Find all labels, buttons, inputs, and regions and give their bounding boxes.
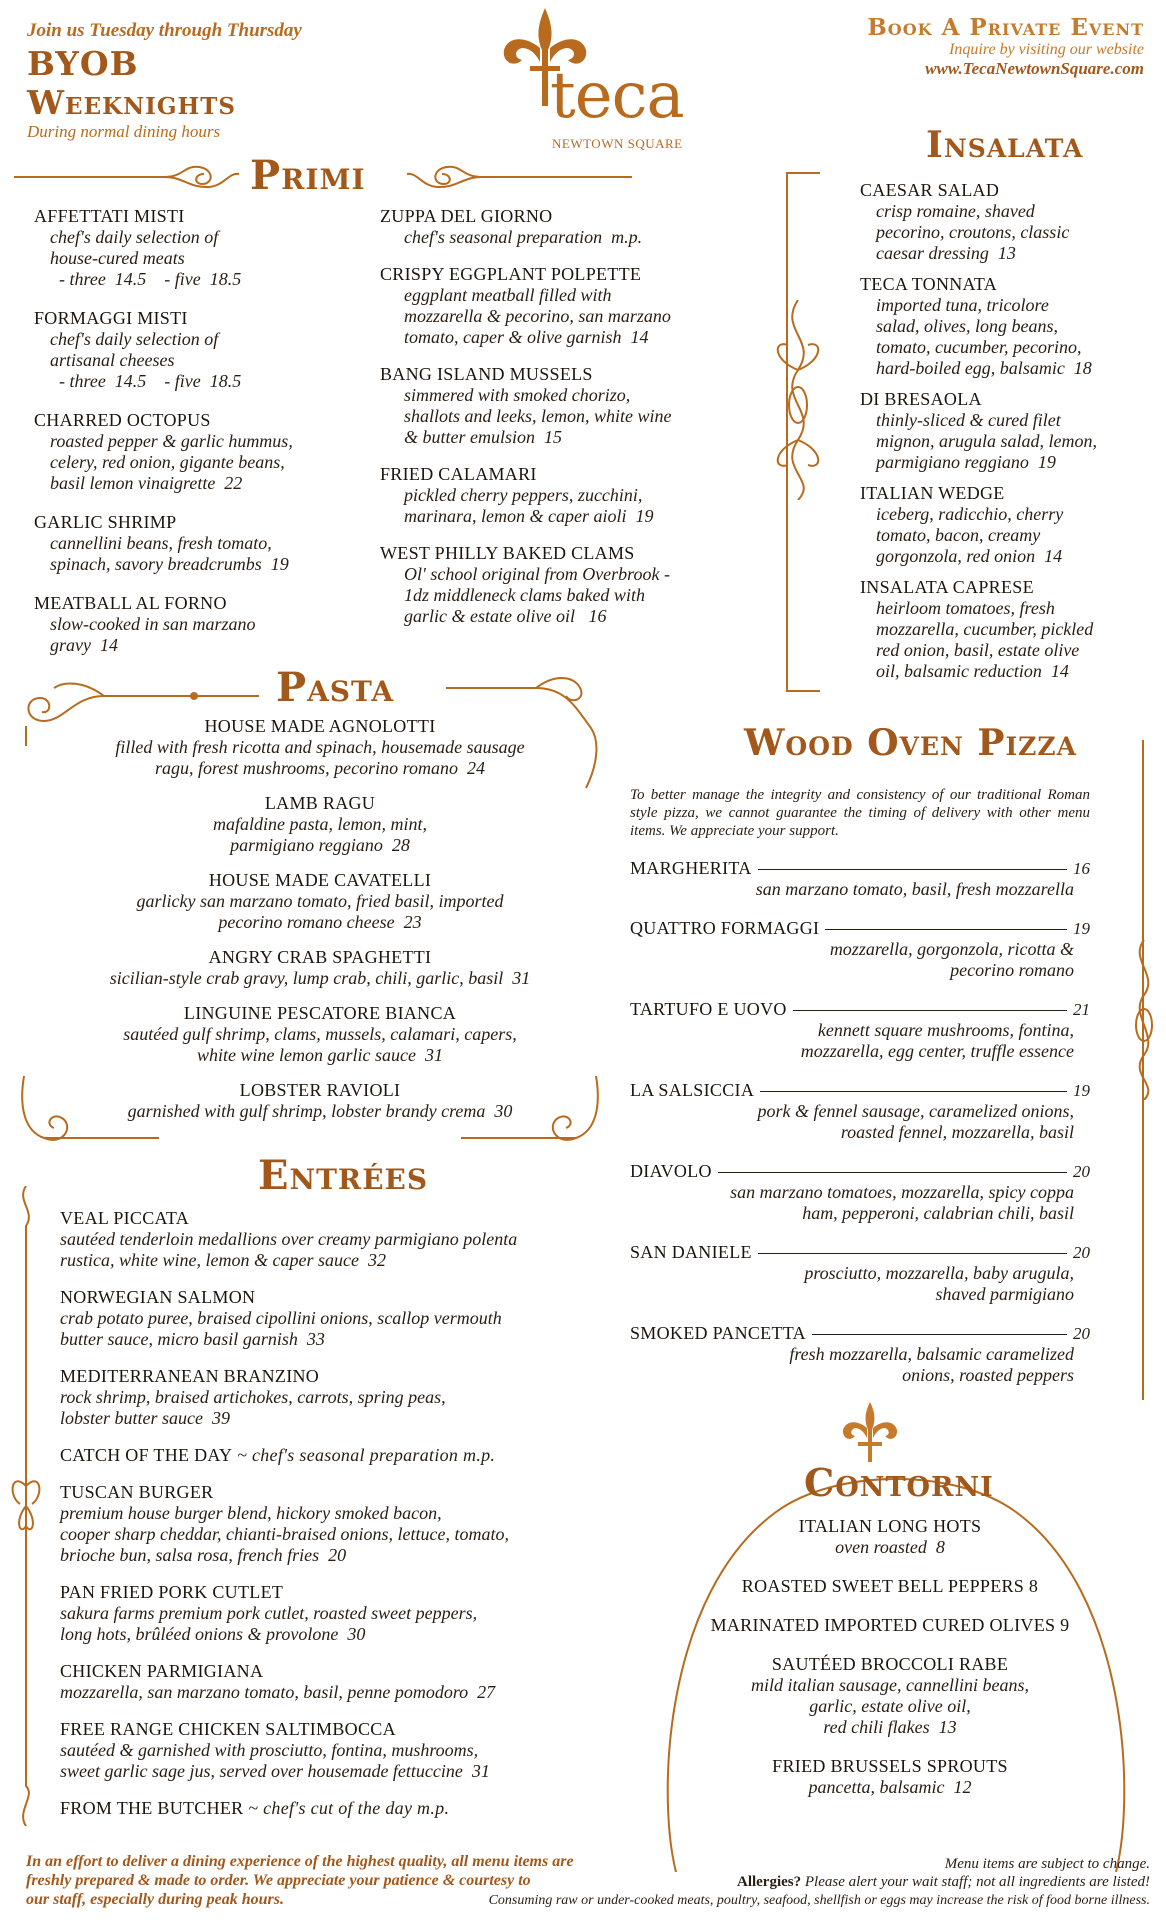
item-description: roasted pepper & garlic hummus, <box>50 431 293 451</box>
item-description: lobster butter sauce 39 <box>60 1408 230 1428</box>
item-description: mignon, arugula salad, lemon, <box>876 431 1098 451</box>
item-name: SAUTÉED BROCCOLI RABE <box>771 1654 1009 1674</box>
item-description: spinach, savory breadcrumbs 19 <box>50 554 289 574</box>
dotted-leader <box>760 1091 1067 1092</box>
item-description: basil lemon vinaigrette 22 <box>50 473 243 493</box>
item-description: garnished with gulf shrimp, lobster brandy crema 30 <box>127 1101 513 1121</box>
item-name: LAMB RAGU <box>264 793 376 813</box>
item-name: PAN FRIED PORK CUTLET <box>60 1582 284 1602</box>
menu-item <box>40 947 600 989</box>
item-description: long hots, brûléed onions & provolone 30 <box>60 1624 366 1644</box>
byob-line1: Join us Tuesday through Thursday <box>27 20 302 41</box>
insalata-ornament <box>768 300 828 500</box>
menu-item <box>60 1582 620 1645</box>
item-description: thinly-sliced & cured filet <box>876 410 1061 430</box>
item-name: CHARRED OCTOPUS <box>34 410 211 430</box>
item-description: mozzarella & pecorino, san marzano <box>404 306 671 326</box>
item-description: rustica, white wine, lemon & caper sauce 32 <box>60 1250 386 1270</box>
pizza-price: 21 <box>1073 1000 1090 1019</box>
item-description: tomato, cucumber, pecorino, <box>876 337 1082 357</box>
footer-line: freshly prepared & made to order. We appreciate your patience & courtesy to <box>26 1872 531 1889</box>
pizza-note: To better manage the integrity and consistency of our traditional Roman style pizza, we cannot guarantee the timing of delivery with other menu items. We appreciate your support. <box>630 787 1090 839</box>
pizza-price: 20 <box>1073 1243 1090 1262</box>
item-description: garlicky san marzano tomato, fried basil, imported <box>136 891 504 911</box>
dotted-leader <box>812 1334 1067 1335</box>
item-description: butter sauce, micro basil garnish 33 <box>60 1329 325 1349</box>
item-description: chef's seasonal preparation m.p. <box>404 227 643 247</box>
pizza-description: onions, roasted peppers <box>902 1365 1074 1385</box>
pizza-description: pecorino romano <box>950 960 1074 980</box>
item-name: ZUPPA DEL GIORNO <box>380 206 553 226</box>
item-description: imported tuna, tricolore <box>876 295 1049 315</box>
item-description: ragu, forest mushrooms, pecorino romano 24 <box>154 758 485 778</box>
footer-line: our staff, especially during peak hours. <box>26 1891 284 1908</box>
item-name: TUSCAN BURGER <box>60 1482 214 1502</box>
item-name: ROASTED SWEET BELL PEPPERS 8 <box>741 1576 1039 1596</box>
private-url[interactable]: www.TecaNewtownSquare.com <box>925 59 1144 78</box>
menu-item <box>40 870 600 933</box>
contorni-heading: Contorni <box>804 1460 994 1505</box>
byob-block <box>27 20 357 142</box>
pizza-price: 19 <box>1073 1081 1090 1100</box>
item-description: garlic & estate olive oil 16 <box>404 606 607 626</box>
item-name: ANGRY CRAB SPAGHETTI <box>208 947 432 967</box>
pizza-name: LA SALSICCIA <box>630 1080 755 1100</box>
item-description: marinara, lemon & caper aioli 19 <box>404 506 654 526</box>
pizza-description: roasted fennel, mozzarella, basil <box>840 1122 1074 1142</box>
item-inline-desc: ~ chef's seasonal preparation m.p. <box>232 1445 496 1465</box>
item-name: GARLIC SHRIMP <box>34 512 177 532</box>
pizza-description: prosciutto, mozzarella, baby arugula, <box>804 1263 1074 1283</box>
item-name: FREE RANGE CHICKEN SALTIMBOCCA <box>60 1719 396 1739</box>
item-name: CAESAR SALAD <box>860 180 1000 200</box>
pizza-name: SMOKED PANCETTA <box>630 1323 806 1343</box>
item-name-text: CATCH OF THE DAY <box>60 1445 233 1465</box>
menu-item <box>34 410 374 494</box>
item-description: 1dz middleneck clams baked with <box>404 585 645 605</box>
item-description: sautéed tenderloin medallions over creamy parmigiano polenta <box>60 1229 518 1249</box>
item-description: premium house burger blend, hickory smoked bacon, <box>60 1503 442 1523</box>
item-description: shallots and leeks, lemon, white wine <box>404 406 672 426</box>
item-description: - three 14.5 - five 18.5 <box>50 269 242 289</box>
menu-item <box>60 1445 620 1466</box>
pizza-item <box>630 858 1090 900</box>
insalata-heading: Insalata <box>926 124 1084 166</box>
menu-item <box>680 1756 1100 1798</box>
item-description: red onion, basil, estate olive <box>876 640 1080 660</box>
byob-title: BYOB Weeknights <box>27 44 236 122</box>
private-title: Book A Private Event <box>867 14 1144 41</box>
item-name: INSALATA CAPRESE <box>860 577 1034 597</box>
item-description: artisanal cheeses <box>50 350 175 370</box>
pizza-item <box>630 1080 1090 1143</box>
item-description: slow-cooked in san marzano <box>50 614 256 634</box>
menu-item <box>60 1798 620 1819</box>
dotted-leader <box>718 1172 1067 1173</box>
pizza-column <box>630 858 1090 1404</box>
footer-change-note: Menu items are subject to change. <box>944 1856 1150 1872</box>
logo-name: teca <box>550 59 684 133</box>
item-description: sweet garlic sage jus, served over housemade fettuccine 31 <box>60 1761 490 1781</box>
item-description: mafaldine pasta, lemon, mint, <box>213 814 427 834</box>
pizza-description: pork & fennel sausage, caramelized onions, <box>757 1101 1074 1121</box>
item-description: sautéed gulf shrimp, clams, mussels, calamari, capers, <box>123 1024 517 1044</box>
pizza-name: DIAVOLO <box>630 1161 712 1181</box>
pizza-item <box>630 1242 1090 1305</box>
pizza-description: san marzano tomato, basil, fresh mozzarella <box>755 879 1074 899</box>
item-description: gravy 14 <box>50 635 118 655</box>
dotted-leader <box>825 929 1067 930</box>
footer-line: In an effort to deliver a dining experience of the highest quality, all menu items are <box>26 1853 574 1870</box>
item-name: CRISPY EGGPLANT POLPETTE <box>380 264 642 284</box>
item-name: MEATBALL AL FORNO <box>34 593 227 613</box>
item-description: mozzarella, cucumber, pickled <box>876 619 1094 639</box>
item-name: ITALIAN LONG HOTS <box>798 1516 982 1536</box>
item-description: & butter emulsion 15 <box>404 427 562 447</box>
menu-item <box>680 1516 1100 1558</box>
item-description: mozzarella, san marzano tomato, basil, penne pomodoro 27 <box>60 1682 496 1702</box>
menu-item <box>40 716 600 779</box>
menu-item <box>34 593 374 656</box>
menu-item <box>860 180 1160 264</box>
pizza-item <box>630 918 1090 981</box>
logo <box>490 6 700 156</box>
pizza-name-row <box>630 858 1090 879</box>
pizza-name: TARTUFO E UOVO <box>630 999 787 1019</box>
pizza-item <box>630 999 1090 1062</box>
item-description: simmered with smoked chorizo, <box>404 385 631 405</box>
item-name: HOUSE MADE CAVATELLI <box>208 870 432 890</box>
pizza-description: san marzano tomatoes, mozzarella, spicy coppa <box>730 1182 1074 1202</box>
item-description: rock shrimp, braised artichokes, carrots, spring peas, <box>60 1387 446 1407</box>
menu-item <box>34 308 374 392</box>
pizza-name: QUATTRO FORMAGGI <box>630 918 820 938</box>
item-description: caesar dressing 13 <box>876 243 1016 263</box>
pizza-item <box>630 1323 1090 1386</box>
pizza-name-row <box>630 1080 1090 1101</box>
item-name: MEDITERRANEAN BRANZINO <box>60 1366 320 1386</box>
menu-item <box>380 206 750 248</box>
item-name: WEST PHILLY BAKED CLAMS <box>380 543 635 563</box>
item-description: oil, balsamic reduction 14 <box>876 661 1069 681</box>
item-name: TECA TONNATA <box>860 274 998 294</box>
item-description: sautéed & garnished with prosciutto, fontina, mushrooms, <box>60 1740 479 1760</box>
private-line2: Inquire by visiting our website <box>949 41 1144 58</box>
menu-item <box>860 577 1160 682</box>
insalata-top-rule <box>786 172 820 174</box>
pizza-right-ornament <box>1124 940 1164 1100</box>
item-description: mild italian sausage, cannellini beans, <box>751 1675 1029 1695</box>
primi-left-flourish <box>14 162 244 192</box>
allergy-label: Allergies? <box>736 1874 802 1890</box>
pizza-name: SAN DANIELE <box>630 1242 752 1262</box>
item-description: parmigiano reggiano 19 <box>876 452 1056 472</box>
pizza-price: 20 <box>1073 1162 1090 1181</box>
pasta-heading: Pasta <box>276 664 395 711</box>
item-name: FRIED CALAMARI <box>380 464 537 484</box>
item-description: garlic, estate olive oil, <box>809 1696 971 1716</box>
item-description: - three 14.5 - five 18.5 <box>50 371 242 391</box>
byob-line3: During normal dining hours <box>27 122 221 141</box>
menu-item <box>40 1080 600 1122</box>
item-name: FORMAGGI MISTI <box>34 308 188 328</box>
item-description: house-cured meats <box>50 248 185 268</box>
menu-item <box>860 274 1160 379</box>
menu-item <box>60 1208 620 1271</box>
menu-item <box>60 1366 620 1429</box>
item-name-text: FROM THE BUTCHER <box>60 1798 244 1818</box>
pizza-item <box>630 1161 1090 1224</box>
item-description: crisp romaine, shaved <box>876 201 1035 221</box>
footer-consume-note: Consuming raw or under-cooked meats, poultry, seafood, shellfish or eggs may increase the risk of food borne illness. <box>488 1893 1150 1908</box>
item-name: FRIED BRUSSELS SPROUTS <box>772 1756 1008 1776</box>
menu-item <box>60 1482 620 1566</box>
dotted-leader <box>793 1010 1067 1011</box>
pizza-price: 16 <box>1073 859 1090 878</box>
item-description: sicilian-style crab gravy, lump crab, chili, garlic, basil 31 <box>109 968 531 988</box>
item-description: pickled cherry peppers, zucchini, <box>404 485 643 505</box>
menu-item <box>34 206 374 290</box>
pizza-description: mozzarella, gorgonzola, ricotta & <box>829 939 1074 959</box>
item-description: filled with fresh ricotta and spinach, housemade sausage <box>115 737 525 757</box>
pizza-price: 20 <box>1073 1324 1090 1343</box>
dotted-leader <box>758 1253 1067 1254</box>
primi-heading: Primi <box>250 152 366 199</box>
pizza-description: shaved parmigiano <box>935 1284 1074 1304</box>
item-description: tomato, caper & olive garnish 14 <box>404 327 649 347</box>
entrees-heading: Entrées <box>258 1152 429 1199</box>
item-name <box>60 1445 620 1466</box>
pizza-description: mozzarella, egg center, truffle essence <box>800 1041 1074 1061</box>
dotted-leader <box>758 869 1067 870</box>
item-description: salad, olives, long beans, <box>876 316 1058 336</box>
item-description: sakura farms premium pork cutlet, roasted sweet peppers, <box>60 1603 478 1623</box>
item-description: heirloom tomatoes, fresh <box>876 598 1055 618</box>
item-description: pancetta, balsamic 12 <box>808 1777 972 1797</box>
item-description: white wine lemon garlic sauce 31 <box>197 1045 443 1065</box>
menu-item <box>680 1576 1100 1597</box>
item-description: pecorino, croutons, classic <box>876 222 1070 242</box>
contorni-column <box>680 1516 1100 1816</box>
pizza-name: MARGHERITA <box>630 858 752 878</box>
item-description: celery, red onion, gigante beans, <box>50 452 285 472</box>
item-name: BANG ISLAND MUSSELS <box>380 364 593 384</box>
pizza-name-row <box>630 999 1090 1020</box>
item-name: LINGUINE PESCATORE BIANCA <box>183 1003 457 1023</box>
insalata-bottom-rule <box>786 690 820 692</box>
item-description: crab potato puree, braised cipollini onions, scallop vermouth <box>60 1308 502 1328</box>
menu-item <box>860 483 1160 567</box>
menu-item <box>380 364 750 448</box>
item-description: pecorino romano cheese 23 <box>218 912 422 932</box>
item-description: cannellini beans, fresh tomato, <box>50 533 272 553</box>
logo-sub: NEWTOWN SQUARE <box>552 136 683 151</box>
item-description: hard-boiled egg, balsamic 18 <box>876 358 1092 378</box>
menu-item <box>34 512 374 575</box>
item-description: gorgonzola, red onion 14 <box>876 546 1063 566</box>
item-description: chef's daily selection of <box>50 227 219 247</box>
item-description: red chili flakes 13 <box>823 1717 957 1737</box>
item-description: parmigiano reggiano 28 <box>230 835 410 855</box>
item-name: HOUSE MADE AGNOLOTTI <box>204 716 436 736</box>
item-name: CHICKEN PARMIGIANA <box>60 1661 264 1681</box>
pizza-name-row <box>630 1242 1090 1263</box>
item-description: cooper sharp cheddar, chianti-braised onions, lettuce, tomato, <box>60 1524 509 1544</box>
item-name: DI BRESAOLA <box>860 389 982 409</box>
item-description: oven roasted 8 <box>835 1537 945 1557</box>
pizza-description: fresh mozzarella, balsamic caramelized <box>789 1344 1074 1364</box>
item-inline-desc: ~ chef's cut of the day m.p. <box>243 1798 450 1818</box>
pizza-heading: Wood Oven Pizza <box>744 722 1078 764</box>
item-name: AFFETTATI MISTI <box>34 206 185 226</box>
menu-item <box>680 1615 1100 1636</box>
primi-right-flourish <box>402 162 632 192</box>
item-description: iceberg, radicchio, cherry <box>876 504 1064 524</box>
menu-item <box>680 1654 1100 1738</box>
pizza-name-row <box>630 918 1090 939</box>
item-name: ITALIAN WEDGE <box>860 483 1005 503</box>
entrees-left-ornament <box>6 1186 46 1826</box>
footer-allergy-note <box>737 1874 1150 1891</box>
private-event-block <box>804 14 1144 79</box>
menu-item <box>40 793 600 856</box>
entrees-column <box>60 1208 620 1835</box>
menu-item <box>380 543 750 627</box>
pizza-description: kennett square mushrooms, fontina, <box>817 1020 1074 1040</box>
item-description: Ol' school original from Overbrook - <box>404 564 670 584</box>
item-name <box>60 1798 620 1819</box>
menu-item <box>60 1287 620 1350</box>
primi-left-column <box>34 206 374 674</box>
item-name: MARINATED IMPORTED CURED OLIVES 9 <box>710 1615 1070 1635</box>
pizza-name-row <box>630 1323 1090 1344</box>
item-name: LOBSTER RAVIOLI <box>239 1080 401 1100</box>
menu-item <box>380 464 750 527</box>
pasta-column <box>40 716 600 1136</box>
item-name: VEAL PICCATA <box>60 1208 189 1228</box>
allergy-text: Please alert your wait staff; not all ingredients are listed! <box>801 1874 1150 1890</box>
menu-item <box>60 1719 620 1782</box>
menu-item <box>860 389 1160 473</box>
item-description: chef's daily selection of <box>50 329 219 349</box>
item-description: tomato, bacon, creamy <box>876 525 1041 545</box>
menu-item <box>40 1003 600 1066</box>
primi-right-column <box>380 206 750 643</box>
menu-item <box>60 1661 620 1703</box>
pizza-price: 19 <box>1073 919 1090 938</box>
item-name: NORWEGIAN SALMON <box>60 1287 256 1307</box>
item-description: eggplant meatball filled with <box>404 285 612 305</box>
pizza-description: ham, pepperoni, calabrian chili, basil <box>802 1203 1074 1223</box>
insalata-column <box>860 180 1160 692</box>
menu-item <box>380 264 750 348</box>
item-description: brioche bun, salsa rosa, french fries 20 <box>60 1545 347 1565</box>
pizza-name-row <box>630 1161 1090 1182</box>
